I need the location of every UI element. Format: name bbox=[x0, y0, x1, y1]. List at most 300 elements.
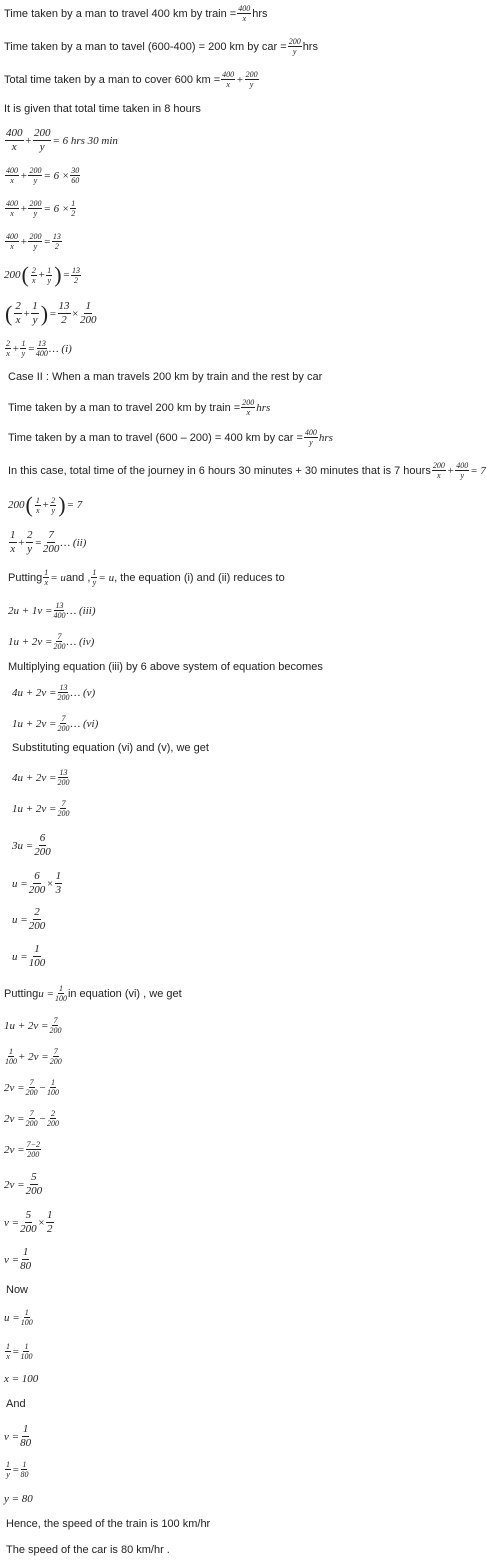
solution-line bbox=[12, 943, 46, 970]
fraction bbox=[20, 1423, 31, 1450]
math-run: v = bbox=[4, 1253, 20, 1266]
fraction-numerator: 7 bbox=[57, 632, 62, 641]
solution-line bbox=[8, 494, 82, 516]
math-run: 4u + 2v = bbox=[12, 686, 57, 699]
fraction-denominator: 3 bbox=[55, 884, 62, 896]
math-run: hrs bbox=[256, 401, 271, 414]
fraction-denominator: 200 bbox=[57, 778, 70, 787]
fraction-denominator: 200 bbox=[25, 1185, 43, 1197]
solution-line bbox=[8, 529, 86, 556]
fraction bbox=[288, 37, 302, 56]
fraction-numerator: 1 bbox=[44, 568, 49, 577]
fraction-numerator: 1 bbox=[32, 300, 38, 312]
parenthesis: ( bbox=[5, 300, 13, 326]
math-run: + bbox=[37, 269, 46, 281]
fraction-denominator: 2 bbox=[61, 314, 67, 326]
solution-line bbox=[12, 870, 63, 897]
math-run: = bbox=[12, 1463, 20, 1476]
fraction-denominator: y bbox=[21, 349, 26, 358]
fraction bbox=[43, 529, 60, 556]
math-run: v = bbox=[4, 1430, 20, 1443]
text-run: hrs bbox=[252, 7, 268, 20]
fraction-denominator: 200 bbox=[47, 1119, 59, 1128]
math-run: 1u + 2v = bbox=[4, 1019, 49, 1032]
fraction bbox=[33, 127, 52, 154]
fraction-numerator: 2 bbox=[26, 529, 33, 541]
text-run: Time taken by a man to travel 400 km by train = bbox=[4, 7, 237, 20]
solution-line bbox=[6, 1543, 170, 1557]
text-run: and , bbox=[65, 571, 91, 584]
fraction bbox=[71, 266, 81, 285]
math-run: + bbox=[20, 169, 28, 182]
solution-line bbox=[4, 1047, 63, 1066]
fraction-numerator: 1 bbox=[6, 1342, 10, 1351]
solution-line bbox=[4, 1016, 62, 1035]
fraction-denominator: y bbox=[92, 578, 97, 587]
fraction bbox=[50, 1047, 62, 1066]
solution-line bbox=[8, 568, 285, 587]
text-run: , the equation (i) and (ii) reduces to bbox=[114, 571, 285, 584]
fraction bbox=[47, 1109, 59, 1128]
solution-line bbox=[4, 199, 77, 218]
math-run: + bbox=[20, 235, 28, 248]
solution-line bbox=[8, 370, 322, 384]
math-run: 3u = bbox=[12, 839, 34, 852]
fraction-numerator: 1 bbox=[34, 943, 40, 955]
fraction-numerator: 2 bbox=[34, 906, 40, 918]
solution-line bbox=[4, 1140, 42, 1159]
fraction-numerator: 7 bbox=[29, 1078, 34, 1087]
fraction-numerator: 13 bbox=[37, 339, 46, 348]
fraction-numerator: 1 bbox=[21, 339, 26, 348]
fraction-denominator: 200 bbox=[20, 1223, 37, 1235]
math-run: v = bbox=[4, 1216, 20, 1229]
fraction-numerator: 200 bbox=[288, 37, 301, 46]
solution-line bbox=[4, 1492, 33, 1506]
fraction-numerator: 7 bbox=[53, 1047, 58, 1056]
fraction-denominator: 2 bbox=[54, 242, 59, 251]
math-run: = bbox=[12, 1345, 20, 1358]
fraction bbox=[5, 127, 24, 154]
fraction-denominator: 200 bbox=[53, 642, 66, 651]
fraction-numerator: 1 bbox=[51, 1078, 55, 1087]
fraction bbox=[5, 1342, 11, 1361]
fraction-numerator: 400 bbox=[238, 4, 251, 13]
fraction-denominator: 200 bbox=[49, 1057, 62, 1066]
solution-line bbox=[4, 232, 63, 251]
solution-line bbox=[4, 1342, 33, 1361]
fraction-numerator: 1 bbox=[9, 1047, 13, 1056]
fraction bbox=[46, 1209, 54, 1236]
fraction-numerator: 200 bbox=[29, 199, 42, 208]
text-run: Multiplying equation (iii) by 6 above system of equation becomes bbox=[8, 661, 323, 673]
fraction bbox=[29, 870, 46, 897]
fraction-denominator: x bbox=[242, 14, 247, 23]
fraction bbox=[29, 906, 46, 933]
fraction bbox=[20, 1246, 31, 1273]
solution-line bbox=[8, 632, 94, 651]
fraction-numerator: 1 bbox=[24, 1342, 29, 1351]
math-run: 200 bbox=[8, 499, 25, 511]
fraction-denominator: x bbox=[36, 505, 40, 515]
fraction bbox=[26, 529, 34, 556]
fraction-numerator: 200 bbox=[29, 232, 42, 241]
fraction bbox=[241, 398, 255, 417]
solution-line bbox=[4, 1246, 32, 1273]
solution-line bbox=[4, 37, 318, 56]
fraction-numerator: 400 bbox=[6, 232, 18, 241]
fraction-denominator: x bbox=[10, 176, 14, 185]
fraction bbox=[31, 266, 37, 285]
fraction bbox=[5, 1460, 11, 1479]
fraction bbox=[221, 70, 235, 89]
math-run: + 2v = bbox=[18, 1050, 49, 1063]
solution-line bbox=[8, 428, 333, 447]
math-run: = bbox=[49, 307, 57, 320]
fraction bbox=[5, 339, 11, 358]
text-run: Case II : When a man travels 200 km by train and the rest by car bbox=[8, 371, 323, 383]
fraction-numerator: 400 bbox=[304, 428, 317, 437]
fraction-numerator: 1 bbox=[47, 265, 52, 275]
math-run: 2v = bbox=[4, 1112, 25, 1125]
math-run: … (vi) bbox=[70, 717, 99, 730]
fraction-numerator: 1 bbox=[92, 568, 97, 577]
fraction-denominator: x bbox=[437, 471, 441, 480]
fraction-denominator: x bbox=[6, 1352, 10, 1361]
fraction-numerator: 1 bbox=[58, 984, 63, 993]
fraction-numerator: 200 bbox=[29, 166, 42, 175]
fraction bbox=[21, 1308, 33, 1327]
math-run: … (i) bbox=[48, 342, 72, 355]
solution-line bbox=[4, 264, 82, 286]
fraction-numerator: 13 bbox=[59, 768, 68, 777]
fraction-numerator: 1 bbox=[47, 1209, 53, 1221]
fraction-numerator: 1 bbox=[71, 199, 76, 208]
solution-line bbox=[4, 102, 201, 116]
fraction bbox=[28, 166, 42, 185]
fraction bbox=[55, 984, 67, 1003]
fraction-denominator: 200 bbox=[27, 1150, 40, 1159]
solution-line bbox=[4, 1171, 43, 1198]
fraction-denominator: y bbox=[460, 471, 465, 480]
fraction bbox=[52, 232, 62, 251]
fraction-numerator: 200 bbox=[242, 398, 255, 407]
math-run: … (iv) bbox=[66, 635, 95, 648]
fraction-denominator: x bbox=[226, 80, 230, 89]
fraction bbox=[5, 166, 19, 185]
fraction bbox=[455, 461, 469, 480]
text-run: Substituting equation (vi) and (v), we get bbox=[12, 742, 209, 754]
fraction-denominator: y bbox=[6, 1470, 10, 1479]
math-run: = bbox=[34, 536, 42, 549]
solution-line bbox=[8, 461, 486, 480]
fraction bbox=[35, 496, 41, 515]
fraction bbox=[47, 1078, 59, 1097]
fraction-numerator: 7 bbox=[61, 799, 66, 808]
solution-line bbox=[8, 601, 96, 620]
text-run: Putting bbox=[8, 571, 43, 584]
fraction bbox=[432, 461, 446, 480]
fraction-denominator: y bbox=[249, 80, 254, 89]
text-run: Hence, the speed of the train is 100 km/hr bbox=[6, 1518, 211, 1530]
fraction-denominator: x bbox=[32, 275, 36, 285]
fraction-denominator: 2 bbox=[47, 1223, 53, 1235]
fraction-numerator: 1 bbox=[55, 870, 62, 882]
fraction-denominator: x bbox=[44, 578, 49, 587]
fraction-numerator: 400 bbox=[222, 70, 235, 79]
fraction bbox=[20, 1460, 28, 1479]
solution-line bbox=[12, 832, 52, 859]
fraction-numerator: 6 bbox=[34, 870, 40, 882]
math-run: … (iii) bbox=[66, 604, 96, 617]
fraction-numerator: 7 bbox=[48, 529, 54, 541]
fraction bbox=[46, 266, 52, 285]
fraction bbox=[57, 768, 69, 787]
fraction bbox=[34, 832, 51, 859]
text-run: The speed of the car is 80 km/hr . bbox=[6, 1544, 170, 1556]
solution-line bbox=[12, 768, 70, 787]
math-run: x = 100 bbox=[4, 1373, 39, 1385]
fraction bbox=[55, 870, 63, 897]
fraction-numerator: 2 bbox=[6, 339, 10, 348]
solution-line bbox=[6, 1397, 26, 1411]
parenthesis: ) bbox=[58, 492, 66, 517]
fraction-denominator: y bbox=[51, 505, 56, 515]
fraction-denominator: 80 bbox=[20, 1437, 32, 1449]
fraction bbox=[58, 300, 71, 327]
fraction-denominator: 2 bbox=[71, 209, 76, 218]
solution-line bbox=[4, 339, 72, 358]
solution-line bbox=[12, 714, 98, 733]
fraction-denominator: y bbox=[33, 176, 38, 185]
fraction-numerator: 1 bbox=[6, 1460, 10, 1469]
math-run: 1u + 2v = bbox=[12, 717, 57, 730]
text-run: Time taken by a man to tavel (600-400) = 200 km by car = bbox=[4, 40, 287, 53]
solution-line bbox=[4, 1209, 55, 1236]
fraction-numerator: 7 bbox=[53, 1016, 58, 1025]
math-run: + bbox=[24, 134, 32, 147]
fraction-numerator: 5 bbox=[25, 1209, 32, 1221]
math-run: … (v) bbox=[70, 686, 96, 699]
math-run: = u bbox=[98, 571, 115, 584]
fraction-numerator: 2 bbox=[51, 495, 56, 505]
text-run: In this case, total time of the journey in 6 hours 30 minutes + 30 minutes that is 7 hours bbox=[8, 464, 431, 477]
fraction bbox=[50, 496, 56, 515]
solution-line bbox=[4, 1372, 38, 1386]
math-run: u = bbox=[12, 913, 28, 926]
fraction-denominator: x bbox=[11, 141, 17, 153]
fraction-denominator: 100 bbox=[47, 1088, 59, 1097]
math-run: 1u + 2v = bbox=[8, 635, 53, 648]
solution-line bbox=[4, 300, 97, 327]
math-run: = bbox=[27, 342, 35, 355]
fraction-numerator: 6 bbox=[39, 832, 46, 844]
fraction bbox=[80, 300, 97, 327]
solution-line bbox=[8, 398, 270, 417]
math-run: + bbox=[22, 307, 31, 320]
fraction bbox=[31, 300, 39, 327]
math-run: hrs bbox=[318, 431, 333, 444]
fraction-numerator: 1 bbox=[10, 529, 16, 541]
math-run: y = 80 bbox=[4, 1493, 33, 1505]
fraction-denominator: 200 bbox=[28, 920, 46, 932]
fraction bbox=[26, 1140, 41, 1159]
text-run: hrs bbox=[302, 40, 318, 53]
solution-line bbox=[4, 4, 268, 23]
math-run: = u bbox=[50, 571, 66, 584]
fraction-denominator: y bbox=[309, 438, 313, 447]
math-run: + bbox=[236, 73, 244, 86]
math-run: = 7 bbox=[470, 464, 486, 477]
math-run: + bbox=[20, 202, 28, 215]
fraction-numerator: 13 bbox=[58, 300, 70, 312]
solution-line bbox=[4, 1423, 32, 1450]
solution-line bbox=[4, 1109, 60, 1128]
math-run: u = bbox=[38, 987, 54, 1000]
fraction-denominator: 200 bbox=[25, 1088, 38, 1097]
fraction bbox=[26, 1078, 38, 1097]
parenthesis: ) bbox=[54, 262, 62, 287]
math-run: = 6 × bbox=[43, 202, 70, 215]
math-run: + bbox=[17, 536, 25, 549]
math-run: u = bbox=[4, 1311, 20, 1324]
fraction bbox=[28, 199, 42, 218]
math-run: = 7 bbox=[66, 499, 83, 511]
math-run: = 6 × bbox=[43, 169, 70, 182]
fraction-denominator: 200 bbox=[57, 724, 70, 733]
fraction bbox=[49, 1016, 61, 1035]
solution-line bbox=[12, 683, 95, 702]
fraction bbox=[5, 1047, 17, 1066]
solution-line bbox=[4, 70, 260, 89]
parenthesis: ( bbox=[25, 492, 33, 517]
fraction bbox=[20, 1209, 37, 1236]
fraction-numerator: 2 bbox=[31, 265, 36, 275]
math-run: × bbox=[71, 307, 79, 320]
fraction-denominator: 200 bbox=[25, 1119, 38, 1128]
text-run: It is given that total time taken in 8 hours bbox=[4, 103, 201, 115]
math-run: − bbox=[38, 1081, 46, 1094]
math-run: + bbox=[41, 499, 50, 511]
solution-line bbox=[12, 799, 70, 818]
parenthesis: ( bbox=[21, 262, 29, 287]
solution-line bbox=[4, 984, 182, 1003]
fraction-denominator: y bbox=[292, 47, 297, 56]
fraction-denominator: y bbox=[33, 209, 38, 218]
fraction-denominator: x bbox=[10, 543, 16, 555]
fraction-denominator: 80 bbox=[20, 1260, 32, 1272]
text-run: Putting bbox=[4, 987, 39, 1000]
fraction-numerator: 13 bbox=[52, 232, 61, 241]
text-run: Time taken by a man to travel 200 km by train = bbox=[8, 401, 241, 414]
fraction bbox=[245, 70, 259, 89]
fraction bbox=[26, 1109, 38, 1128]
fraction-denominator: 200 bbox=[28, 884, 46, 896]
math-run: 2v = bbox=[4, 1143, 25, 1156]
fraction bbox=[91, 568, 97, 587]
fraction-denominator: x bbox=[15, 314, 21, 326]
text-run: Time taken by a man to travel (600 – 200) = 400 km by car = bbox=[8, 431, 303, 444]
math-run: = bbox=[43, 235, 51, 248]
fraction bbox=[53, 601, 65, 620]
fraction bbox=[28, 232, 42, 251]
fraction-numerator: 2 bbox=[15, 300, 21, 312]
fraction bbox=[57, 683, 69, 702]
fraction-denominator: 60 bbox=[71, 176, 80, 185]
fraction-numerator: 7 bbox=[29, 1109, 34, 1118]
fraction-numerator: 30 bbox=[71, 166, 80, 175]
math-run: + bbox=[446, 464, 455, 477]
fraction-denominator: 100 bbox=[20, 1318, 33, 1327]
fraction-denominator: y bbox=[47, 275, 52, 285]
fraction-numerator: 7−2 bbox=[26, 1140, 40, 1149]
fraction bbox=[29, 943, 46, 970]
math-run: 2u + 1v = bbox=[8, 604, 53, 617]
text-run: in equation (vi) , we get bbox=[67, 987, 182, 1000]
fraction-numerator: 400 bbox=[456, 461, 469, 470]
fraction-denominator: 400 bbox=[35, 349, 48, 358]
solution-line bbox=[4, 1078, 60, 1097]
text-run: Now bbox=[6, 1284, 29, 1296]
fraction-denominator: 80 bbox=[20, 1470, 29, 1479]
fraction-numerator: 400 bbox=[6, 199, 18, 208]
math-run: u = bbox=[12, 877, 28, 890]
solution-line bbox=[4, 1308, 34, 1327]
fraction bbox=[36, 339, 48, 358]
fraction bbox=[70, 166, 80, 185]
fraction-denominator: x bbox=[246, 408, 251, 417]
solution-line bbox=[4, 127, 118, 154]
fraction-denominator: y bbox=[32, 314, 38, 326]
solution-line bbox=[6, 1283, 28, 1297]
fraction-numerator: 2 bbox=[51, 1109, 55, 1118]
fraction-numerator: 400 bbox=[6, 166, 18, 175]
fraction bbox=[304, 428, 318, 447]
fraction-numerator: 200 bbox=[432, 461, 445, 470]
math-run: u = bbox=[12, 950, 28, 963]
fraction-numerator: 200 bbox=[33, 127, 51, 139]
fraction bbox=[20, 1342, 32, 1361]
fraction-denominator: 100 bbox=[20, 1352, 33, 1361]
fraction-denominator: 200 bbox=[42, 543, 60, 555]
fraction-numerator: 7 bbox=[61, 714, 66, 723]
math-run: 2v = bbox=[4, 1081, 25, 1094]
fraction-denominator: 100 bbox=[28, 957, 46, 969]
fraction-numerator: 1 bbox=[24, 1308, 29, 1317]
fraction bbox=[14, 300, 22, 327]
text-run: Total time taken by a man to cover 600 km = bbox=[4, 73, 221, 86]
math-run: = bbox=[62, 269, 71, 281]
parenthesis: ) bbox=[40, 300, 49, 326]
solution-line bbox=[12, 906, 46, 933]
fraction-denominator: 200 bbox=[79, 314, 97, 326]
fraction bbox=[5, 232, 19, 251]
fraction bbox=[53, 632, 65, 651]
fraction-numerator: 1 bbox=[22, 1423, 29, 1435]
math-run: − bbox=[38, 1112, 46, 1125]
math-run: 4u + 2v = bbox=[12, 771, 57, 784]
fraction bbox=[70, 199, 76, 218]
fraction-denominator: x bbox=[10, 242, 14, 251]
fraction-numerator: 1 bbox=[22, 1460, 27, 1469]
math-run: … (ii) bbox=[60, 536, 87, 549]
fraction bbox=[43, 568, 49, 587]
fraction-denominator: 100 bbox=[54, 994, 67, 1003]
fraction-numerator: 13 bbox=[72, 265, 81, 275]
math-run: 1u + 2v = bbox=[12, 802, 57, 815]
solution-line bbox=[4, 1460, 29, 1479]
fraction-denominator: y bbox=[27, 543, 33, 555]
